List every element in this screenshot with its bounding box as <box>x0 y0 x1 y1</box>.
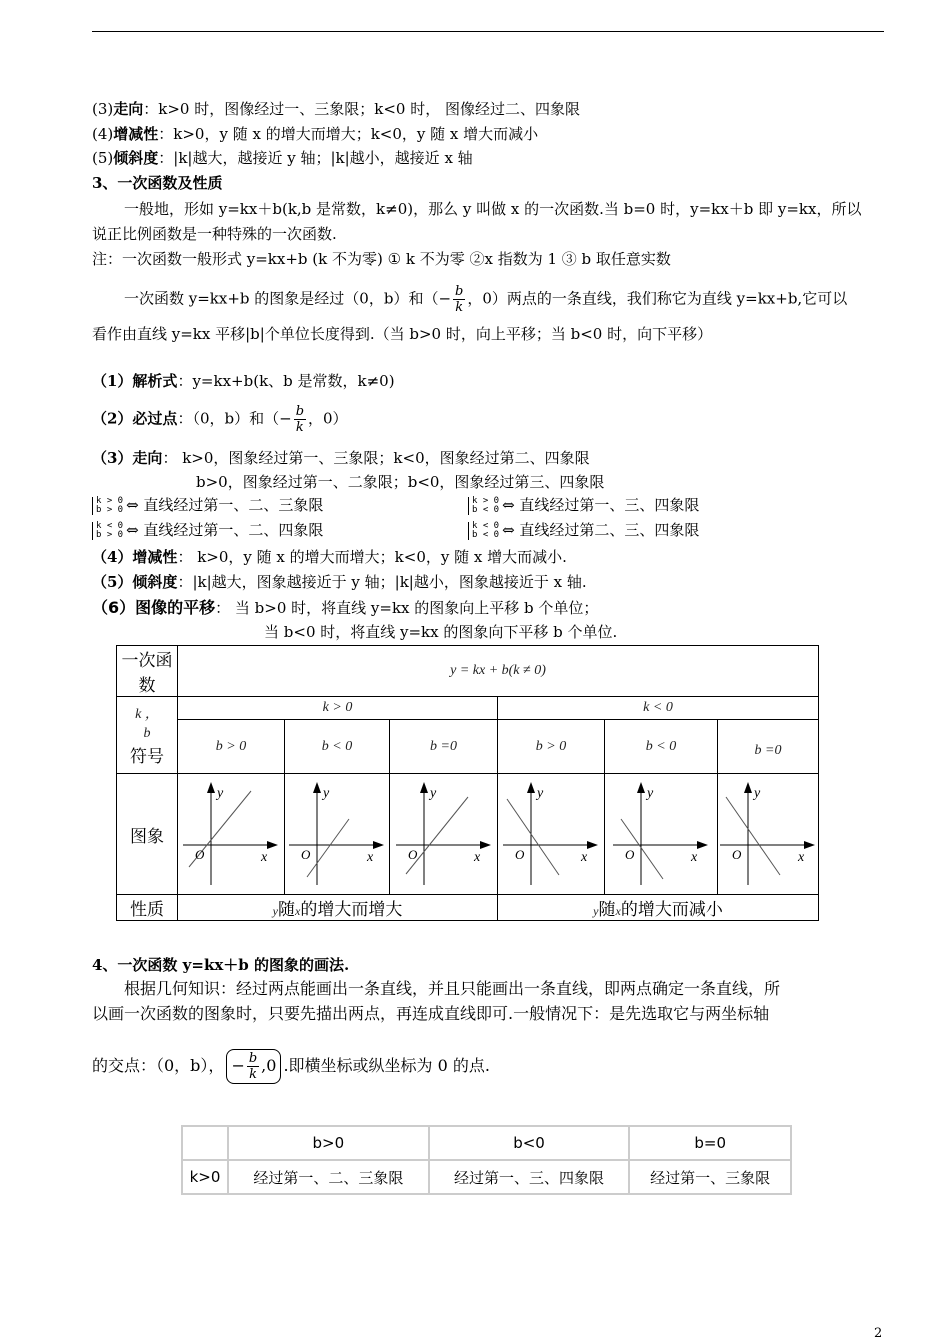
property-increasing <box>178 895 498 921</box>
graph-k-pos-b-pos <box>181 779 281 889</box>
item-heading: 走向 <box>113 100 144 118</box>
table-row <box>117 697 819 720</box>
graph-cell <box>178 774 285 895</box>
minus-sign: − <box>231 1056 245 1075</box>
k-negative-header: k < 0 <box>498 697 819 720</box>
x-arrow-icon <box>373 841 384 849</box>
case-k-pos-b-neg <box>468 495 699 515</box>
x-arrow-icon <box>697 841 708 849</box>
item-monotonic-2 <box>92 547 567 567</box>
graph-cell <box>498 774 605 895</box>
text-part: ，0）两点的一条直线，我们称它为直线 y=kx+b,它可以 <box>467 289 848 308</box>
graph-cell <box>718 774 819 895</box>
graph-cell <box>390 774 498 895</box>
b-col-header: b =0 <box>390 720 498 774</box>
case-text: ⇔ 直线经过第一、二、三象限 <box>126 496 324 514</box>
table-header-cell: b=0 <box>629 1126 791 1160</box>
quadrant-table <box>181 1125 792 1195</box>
item-number: (3) <box>92 100 114 118</box>
table-row <box>117 646 819 697</box>
fraction-b-over-k <box>294 404 306 435</box>
origin-label: O <box>407 847 417 862</box>
minus-sign: − <box>438 289 452 308</box>
graph-k-pos-b-neg <box>287 779 387 889</box>
y-label: y <box>537 786 544 801</box>
item-text: ：|k|越大，图象越接近于 y 轴；|k|越小，图象越接近于 x 轴. <box>177 573 587 591</box>
paragraph-definition-1: 一般地，形如 y=kx＋b(k,b 是常数，k≠0)，那么 y 叫做 x 的一次函数.当 b=0 时，y=kx＋b 即 y=kx，所以 <box>124 200 862 218</box>
item-heading: 倾斜度 <box>113 149 159 167</box>
numerator: b <box>248 1051 258 1066</box>
item-text: ：y=kx+b(k、b 是常数，k≠0) <box>177 372 395 390</box>
item-heading: 增减性 <box>113 125 159 143</box>
minus-sign: − <box>279 409 292 428</box>
item-translation-2: 当 b<0 时，将直线 y=kx 的图象向下平移 b 个单位. <box>264 623 618 641</box>
case-text: ⇔ 直线经过第一、二、四象限 <box>126 521 324 539</box>
function-line <box>726 797 780 875</box>
point-bracket: − $\frac{b}{k}$ ,0 <box>226 1049 281 1084</box>
row-label-kb-sign <box>117 697 178 774</box>
k-positive-header: k > 0 <box>178 697 498 720</box>
function-line <box>406 797 468 874</box>
function-line <box>307 819 349 877</box>
var-y: y <box>593 904 599 918</box>
zero: 0 <box>266 1056 277 1075</box>
item-heading: （5）倾斜度 <box>92 573 178 591</box>
table-cell: 经过第一、三象限 <box>629 1160 791 1194</box>
text-part: 的增大而减小 <box>620 900 723 920</box>
item-heading: （6）图像的平移 <box>92 598 216 617</box>
text-part: 一次函数 y=kx+b 的图象是经过（0，b）和（ <box>124 289 439 308</box>
item-trend-2: b>0，图象经过第一、二象限；b<0，图象经过第三、四象限 <box>196 473 605 491</box>
paragraph-drawing-3 <box>92 1049 490 1084</box>
graph-k-neg-b-pos <box>501 779 601 889</box>
origin-label: O <box>625 847 635 862</box>
origin-label: O <box>515 847 525 862</box>
text-part: 的交点：（0，b）， <box>92 1056 225 1075</box>
y-arrow-icon <box>313 782 321 793</box>
item-text: ： k>0，图象经过第一、三象限；k<0，图象经过第二、四象限 <box>162 449 590 467</box>
item-slope <box>92 148 473 168</box>
case-k-pos-b-pos <box>92 495 323 515</box>
table-row <box>182 1160 791 1194</box>
section-3-title: 3、一次函数及性质 <box>92 174 223 192</box>
paragraph-graph-1 <box>124 284 847 315</box>
y-label: y <box>323 786 330 801</box>
case-text: ⇔ 直线经过第二、三、四象限 <box>502 521 700 539</box>
y-label: y <box>429 786 436 801</box>
item-fixed-points <box>92 404 348 435</box>
cond-bottom: b < 0 <box>472 530 500 540</box>
x-arrow-icon <box>267 841 278 849</box>
paragraph-drawing-1: 根据几何知识：经过两点能画出一条直线，并且只能画出一条直线，即两点确定一条直线，所 <box>124 979 781 998</box>
brace-icon <box>468 522 499 540</box>
x-arrow-icon <box>804 841 815 849</box>
page-number: 2 <box>874 1326 883 1341</box>
item-text: ，0） <box>308 409 348 428</box>
y-label: y <box>754 786 761 801</box>
graph-cell <box>285 774 390 895</box>
text-part: 随 <box>598 900 616 920</box>
table-header-cell <box>182 1126 228 1160</box>
header-rule <box>92 31 884 32</box>
table-row <box>117 895 819 921</box>
y-label: y <box>647 786 654 801</box>
text-part: 的增大而增大 <box>300 900 403 920</box>
graph-k-neg-b-neg <box>611 779 711 889</box>
cond-top: k > 0 <box>96 496 124 506</box>
cond-bottom: b < 0 <box>472 505 500 515</box>
item-text: ：（0，b）和（ <box>177 409 280 428</box>
denominator: k <box>249 1067 257 1082</box>
x-arrow-icon <box>480 841 491 849</box>
item-expression <box>92 371 395 391</box>
property-decreasing <box>498 895 819 921</box>
item-number: (4) <box>92 125 114 143</box>
row-label-graph: 图象 <box>117 774 178 895</box>
row-label: k>0 <box>182 1160 228 1194</box>
cond-top: k < 0 <box>472 521 500 531</box>
origin-label: O <box>732 847 742 862</box>
fraction-b-over-k <box>453 284 465 315</box>
formula-cell: y = kx + b(k ≠ 0) <box>178 646 819 697</box>
b-col-header: b > 0 <box>178 720 285 774</box>
paragraph-graph-2: 看作由直线 y=kx 平移|b|个单位长度得到.（当 b>0 时，向上平移；当 b<0 时，向下平移） <box>92 325 713 343</box>
table-row <box>117 774 819 895</box>
x-label: x <box>367 850 374 865</box>
x-label: x <box>473 850 480 865</box>
var-y: y <box>272 904 278 918</box>
cond-bottom: b > 0 <box>96 505 124 515</box>
denominator: k <box>455 300 464 315</box>
item-translation-1 <box>92 598 598 618</box>
row-label-property: 性质 <box>117 895 178 921</box>
item-text: ：|k|越大，越接近 y 轴；|k|越小，越接近 x 轴 <box>158 149 473 167</box>
case-k-neg-b-pos <box>92 520 323 540</box>
table-cell: 经过第一、三、四象限 <box>429 1160 630 1194</box>
y-arrow-icon <box>637 782 645 793</box>
var-x: x <box>615 904 621 918</box>
y-arrow-icon <box>207 782 215 793</box>
kb-b: b <box>143 726 151 741</box>
b-col-header: b < 0 <box>285 720 390 774</box>
paragraph-drawing-2: 以画一次函数的图象时，只要先描出两点，再连成直线即可.一般情况下：是先选取它与两坐标轴 <box>92 1004 770 1023</box>
item-monotonicity <box>92 124 538 144</box>
y-arrow-icon <box>744 782 752 793</box>
table-header-cell: b<0 <box>429 1126 630 1160</box>
x-label: x <box>798 850 805 865</box>
case-k-neg-b-neg <box>468 520 699 540</box>
item-heading: （2）必过点 <box>92 409 178 428</box>
text-part: 随 <box>278 900 295 920</box>
fraction-b-over-k <box>247 1051 259 1082</box>
section-4-title: 4、一次函数 y=kx＋b 的图象的画法. <box>92 956 350 974</box>
kb-sign: 符号 <box>130 747 164 767</box>
brace-icon <box>92 522 123 540</box>
origin-label: O <box>301 847 311 862</box>
item-slope-2 <box>92 572 587 592</box>
brace-icon <box>92 497 123 515</box>
row-label-function: 一次函数 <box>117 646 178 697</box>
table-cell: 经过第一、二、三象限 <box>228 1160 429 1194</box>
item-heading: （3）走向 <box>92 449 163 467</box>
function-line <box>507 799 559 875</box>
text-part: .即横坐标或纵坐标为 0 的点. <box>283 1056 490 1075</box>
kb-k: k ， <box>135 707 159 722</box>
item-text: ：k>0，y 随 x 的增大而增大；k<0，y 随 x 增大而减小 <box>158 125 539 143</box>
var-x: x <box>295 904 301 918</box>
numerator: b <box>295 404 305 419</box>
item-text: ：k>0 时，图像经过一、三象限；k<0 时， 图像经过二、四象限 <box>143 100 580 118</box>
item-trend-1 <box>92 448 590 468</box>
item-number: (5) <box>92 149 114 167</box>
cond-top: k < 0 <box>96 521 124 531</box>
cond-top: k > 0 <box>472 496 500 506</box>
cond-bottom: b > 0 <box>96 530 124 540</box>
item-text: ： 当 b>0 时，将直线 y=kx 的图象向上平移 b 个单位； <box>215 599 599 617</box>
x-label: x <box>691 850 698 865</box>
item-heading: （1）解析式 <box>92 372 178 390</box>
paragraph-definition-2: 说正比例函数是一种特殊的一次函数. <box>92 225 337 243</box>
table-header-cell: b>0 <box>228 1126 429 1160</box>
table-row <box>117 720 819 774</box>
y-arrow-icon <box>527 782 535 793</box>
item-text: ： k>0，y 随 x 的增大而增大；k<0，y 随 x 增大而减小. <box>177 548 567 566</box>
note-line: 注：一次函数一般形式 y=kx+b (k 不为零) ① k 不为零 ②x 指数为 1 ③ b 取任意实数 <box>92 250 671 268</box>
item-heading: （4）增减性 <box>92 548 178 566</box>
y-label: y <box>217 786 224 801</box>
property-table <box>116 645 819 921</box>
b-col-header: b < 0 <box>605 720 718 774</box>
b-col-header: b =0 <box>718 720 819 774</box>
denominator: k <box>295 420 304 435</box>
y-arrow-icon <box>420 782 428 793</box>
b-col-header: b > 0 <box>498 720 605 774</box>
brace-icon <box>468 497 499 515</box>
table-row <box>182 1126 791 1160</box>
graph-k-neg-b-zero <box>718 779 818 889</box>
x-label: x <box>581 850 588 865</box>
x-arrow-icon <box>587 841 598 849</box>
graph-cell <box>605 774 718 895</box>
item-direction <box>92 99 580 119</box>
graph-k-pos-b-zero <box>394 779 494 889</box>
numerator: b <box>455 284 464 299</box>
x-label: x <box>261 850 268 865</box>
case-text: ⇔ 直线经过第一、三、四象限 <box>502 496 700 514</box>
origin-label: O <box>195 847 205 862</box>
